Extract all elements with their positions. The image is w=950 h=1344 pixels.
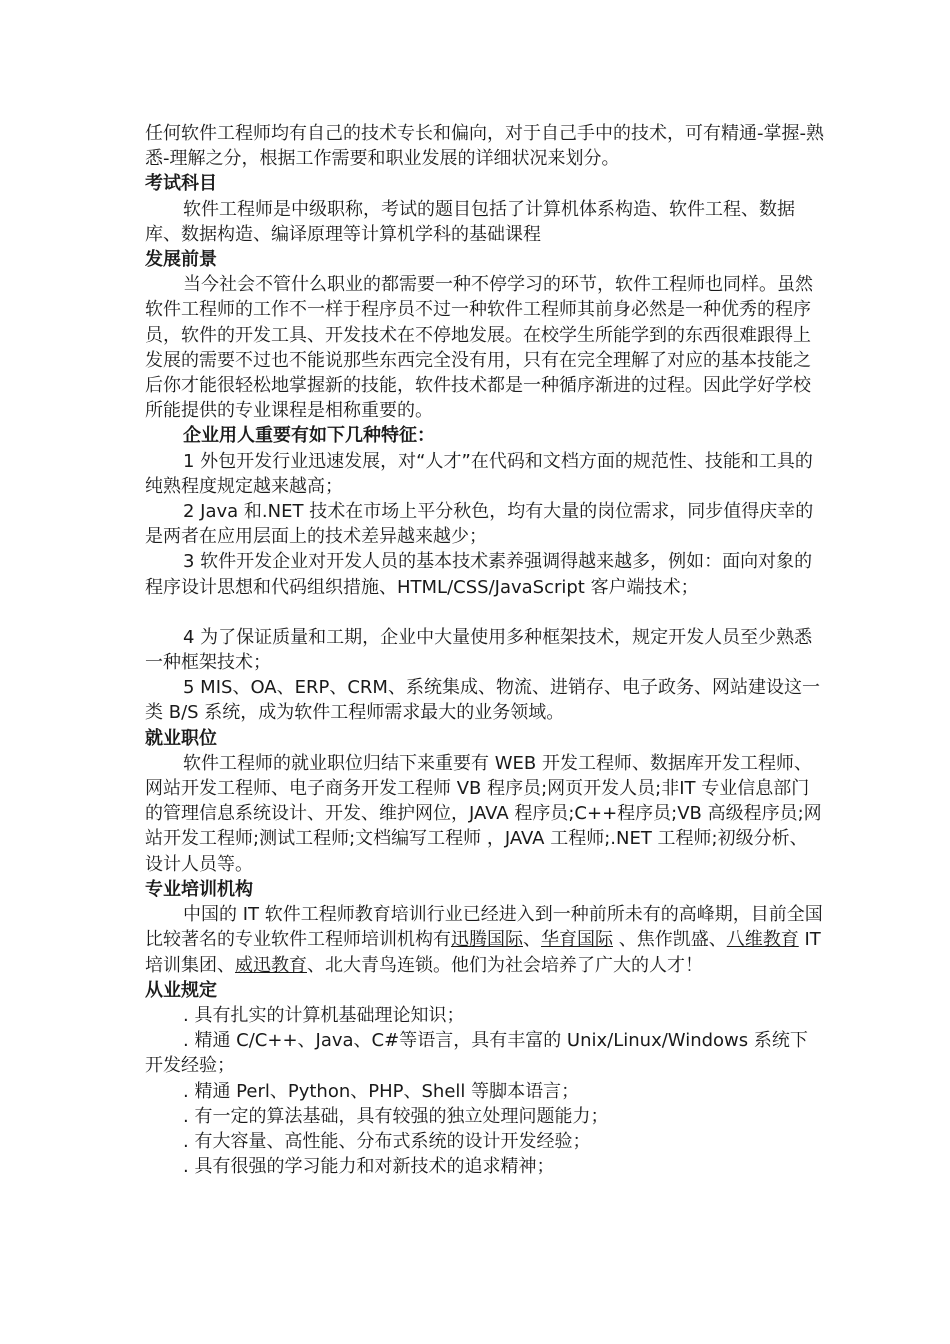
training-text-c: IT 培训集团、 [145, 929, 827, 976]
rules-heading: 从业规定 [145, 979, 217, 1001]
training-heading: 专业培训机构 [145, 878, 253, 900]
training-sep-1: 、 [523, 929, 541, 951]
rule-item-4: . 有一定的算法基础，具有较强的独立处理问题能力； [183, 1105, 609, 1127]
rule-item-3: . 精通 Perl、Python、PHP、Shell 等脚本语言； [183, 1080, 580, 1102]
feature-item-1: 1 外包开发行业迅速发展，对“人才”在代码和文档方面的规范性、技能和工具的纯熟程度规定越来越高； [145, 450, 813, 497]
link-bawei[interactable]: 八维教育 [726, 929, 799, 951]
exam-heading: 考试科目 [145, 173, 217, 195]
feature-item-3: 3 软件开发企业对开发人员的基本技术素养强调得越来越多，例如：面向对象的程序设计思想和代码组织措施、HTML/CSS/JavaScript 客户端技术； [145, 551, 813, 598]
intro-paragraph: 任何软件工程师均有自己的技术专长和偏向，对于自己手中的技术，可有精通-掌握-熟悉-理解之分，根据工作需要和职业发展的详细状况来划分。 [145, 123, 824, 170]
feature-item-5: 5 MIS、OA、ERP、CRM、系统集成、物流、进销存、电子政务、网站建设这一类 B/S 系统，成为软件工程师需求最大的业务领域。 [145, 677, 820, 724]
link-xunteng[interactable]: 迅腾国际 [451, 929, 523, 951]
training-text-b: 、焦作凯盛、 [613, 929, 727, 951]
training-text-d: 、北大青鸟连锁。他们为社会培养了广大的人才！ [307, 954, 703, 976]
rule-item-6: . 具有很强的学习能力和对新技术的追求精神； [183, 1156, 555, 1178]
rule-item-1: . 具有扎实的计算机基础理论知识； [183, 1004, 465, 1026]
features-title: 企业用人重要有如下几种特征： [183, 425, 435, 447]
exam-paragraph: 软件工程师是中级职称，考试的题目包括了计算机体系构造、软件工程、数据库、数据构造、编译原理等计算机学科的基础课程 [145, 198, 795, 245]
training-paragraph [145, 902, 825, 978]
document-page [145, 121, 825, 1179]
link-huayu[interactable]: 华育国际 [541, 929, 613, 951]
blank-line [145, 600, 825, 625]
feature-item-2: 2 Java 和.NET 技术在市场上平分秋色，均有大量的岗位需求，同步值得庆幸的是两者在应用层面上的技术差异越来越少； [145, 501, 814, 548]
jobs-heading: 就业职位 [145, 727, 217, 749]
prospect-paragraph: 当今社会不管什么职业的都需要一种不停学习的环节，软件工程师也同样。虽然软件工程师的工作不一样于程序员不过一种软件工程师其前身必然是一种优秀的程序员，软件的开发工具、开发技术在不停地发展。在校学生所能学到的东西很难跟得上发展的需要不过也不能说那些东西完全没有用，只有在完全理解了对应的基本技能之后你才能很轻松地掌握新的技能，软件技术都是一种循序渐进的过程。因此学好学校所能提供的专业课程是相称重要的。 [145, 274, 813, 422]
rule-item-2: . 精通 C/C++、Java、C#等语言，具有丰富的 Unix/Linux/Windows 系统下开发经验； [145, 1030, 808, 1077]
rule-item-5: . 有大容量、高性能、分布式系统的设计开发经验； [183, 1130, 591, 1152]
feature-item-4: 4 为了保证质量和工期，企业中大量使用多种框架技术，规定开发人员至少熟悉一种框架技术； [145, 626, 813, 674]
training-text-a: 中国的 IT 软件工程师教育培训行业已经进入到一种前所未有的高峰期，目前全国比较著名的专业软件工程师培训机构有 [145, 904, 823, 951]
link-weixun[interactable]: 威迅教育 [235, 954, 307, 976]
prospect-heading: 发展前景 [145, 249, 217, 271]
jobs-paragraph: 软件工程师的就业职位归结下来重要有 WEB 开发工程师、数据库开发工程师、网站开发工程师、电子商务开发工程师 VB 程序员;网页开发人员;非IT 专业信息部门的管理信息系统设计、开发、维护网位，JAVA 程序员;C++程序员;VB 高级程序员;网站开发工程师;测试工程师;文档编写工程师 ，JAVA 工程师;.NET 工程师;初级分析、设计人员等。 [145, 752, 822, 875]
